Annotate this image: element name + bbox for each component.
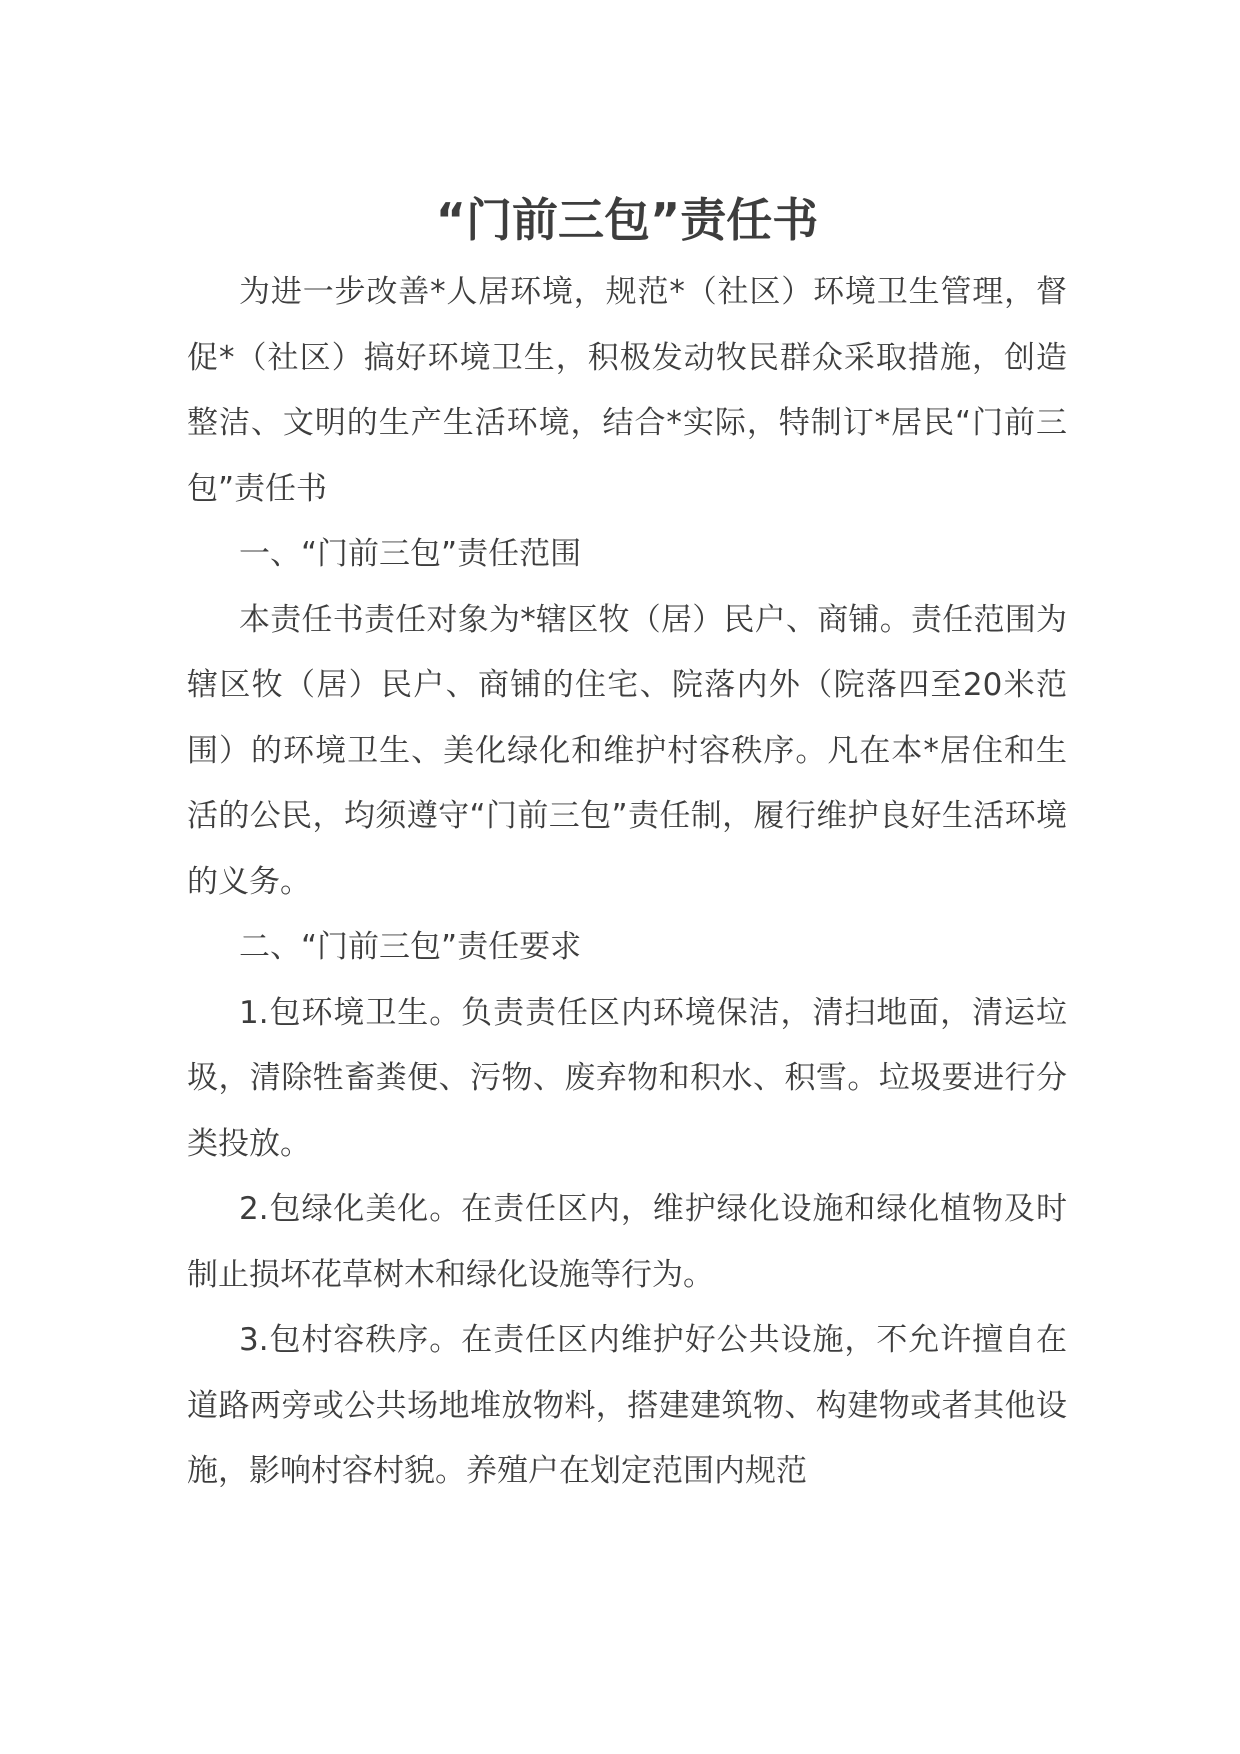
intro-paragraph: 为进一步改善*人居环境，规范*（社区）环境卫生管理，督促*（社区）搞好环境卫生，积极发动牧民群众采取措施，创造整洁、文明的生产生活环境，结合*实际，特制订*居民“门前三包”责任书 — [187, 274, 1067, 507]
requirement-item-greening: 2.包绿化美化。在责任区内，维护绿化设施和绿化植物及时制止损坏花草树木和绿化设施等行为。 — [187, 1191, 1067, 1293]
section-heading-scope: 一、“门前三包”责任范围 — [239, 536, 582, 572]
document-title: “门前三包”责任书 — [435, 193, 819, 247]
requirement-item-sanitation: 1.包环境卫生。负责责任区内环境保洁，清扫地面，清运垃圾，清除牲畜粪便、污物、废弃物和积水、积雪。垃圾要进行分类投放。 — [187, 994, 1067, 1162]
document-body — [187, 180, 1067, 1505]
requirement-item-village-order: 3.包村容秩序。在责任区内维护好公共设施，不允许擅自在道路两旁或公共场地堆放物料，搭建建筑物、构建物或者其他设施，影响村容村貌。养殖户在划定范围内规范 — [187, 1322, 1067, 1489]
section-heading-requirements: 二、“门前三包”责任要求 — [239, 929, 582, 965]
scope-paragraph: 本责任书责任对象为*辖区牧（居）民户、商铺。责任范围为辖区牧（居）民户、商铺的住宅、院落内外（院落四至20米范围）的环境卫生、美化绿化和维护村容秩序。凡在本*居住和生活的公民，均须遵守“门前三包”责任制，履行维护良好生活环境的义务。 — [187, 601, 1067, 900]
